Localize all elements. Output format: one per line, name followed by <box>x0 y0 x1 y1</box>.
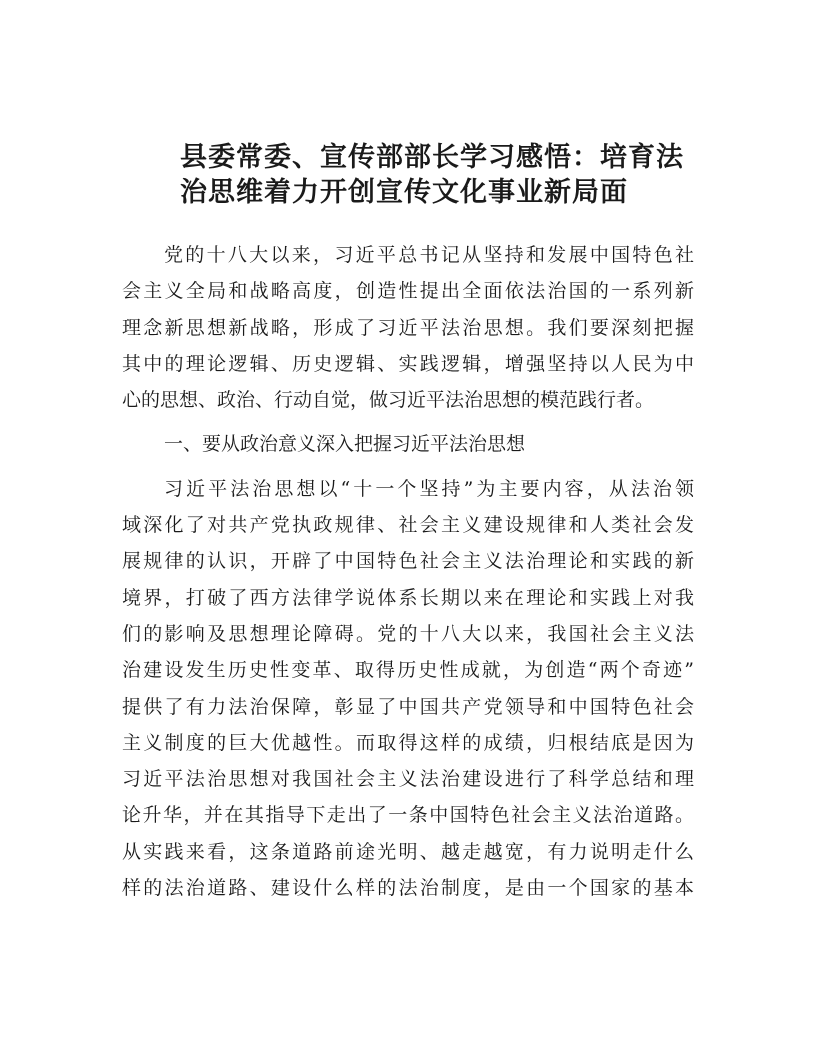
paragraph-section-one <box>122 471 694 907</box>
paragraph-line: 治建设发生历史性变革、取得历史性成就，为创造“两个奇迹” <box>122 659 694 682</box>
paragraph-line: 党的十八大以来，习近平总书记从坚持和发展中国特色社 <box>164 244 694 266</box>
paragraph-line: 提供了有力法治保障，彰显了中国共产党领导和中国特色社会 <box>122 695 694 718</box>
paragraph-line: 理念新思想新战略，形成了习近平法治思想。我们要深刻把握 <box>122 316 694 339</box>
paragraph-line: 们的影响及思想理论障碍。党的十八大以来，我国社会主义法 <box>122 622 694 645</box>
paragraph-line: 习近平法治思想对我国社会主义法治建设进行了科学总结和理 <box>122 768 694 791</box>
section-heading <box>122 426 694 462</box>
paragraph-line: 会主义全局和战略高度，创造性提出全面依法治国的一系列新 <box>122 280 694 303</box>
document-body <box>122 237 694 906</box>
paragraph-line: 习近平法治思想以“十一个坚持”为主要内容，从法治领 <box>164 477 694 500</box>
paragraph-line: 展规律的认识，开辟了中国特色社会主义法治理论和实践的新 <box>122 550 694 573</box>
paragraph-line: 境界，打破了西方法律学说体系长期以来在理论和实践上对我 <box>122 586 694 609</box>
paragraph-line: 域深化了对共产党执政规律、社会主义建设规律和人类社会发 <box>122 514 694 537</box>
paragraph-line: 论升华，并在其指导下走出了一条中国特色社会主义法治道路。 <box>122 804 694 827</box>
paragraph-line: 主义制度的巨大优越性。而取得这样的成绩，归根结底是因为 <box>122 731 694 754</box>
title-line-1: 县委常委、宣传部部长学习感悟：培育法 <box>180 142 684 173</box>
paragraph-line: 样的法治道路、建设什么样的法治制度，是由一个国家的基本 <box>122 877 694 900</box>
document-title <box>180 140 710 210</box>
title-line-2: 治思维着力开创宣传文化事业新局面 <box>180 177 628 208</box>
paragraph-line: 心的思想、政治、行动自觉，做习近平法治思想的模范践行者。 <box>122 389 655 412</box>
section-heading-text: 一、要从政治意义深入把握习近平法治思想 <box>164 433 526 456</box>
paragraph-line: 从实践来看，这条道路前途光明、越走越宽，有力说明走什么 <box>122 840 694 863</box>
paragraph-line: 其中的理论逻辑、历史逻辑、实践逻辑，增强坚持以人民为中 <box>122 352 694 375</box>
paragraph-intro <box>122 237 694 418</box>
